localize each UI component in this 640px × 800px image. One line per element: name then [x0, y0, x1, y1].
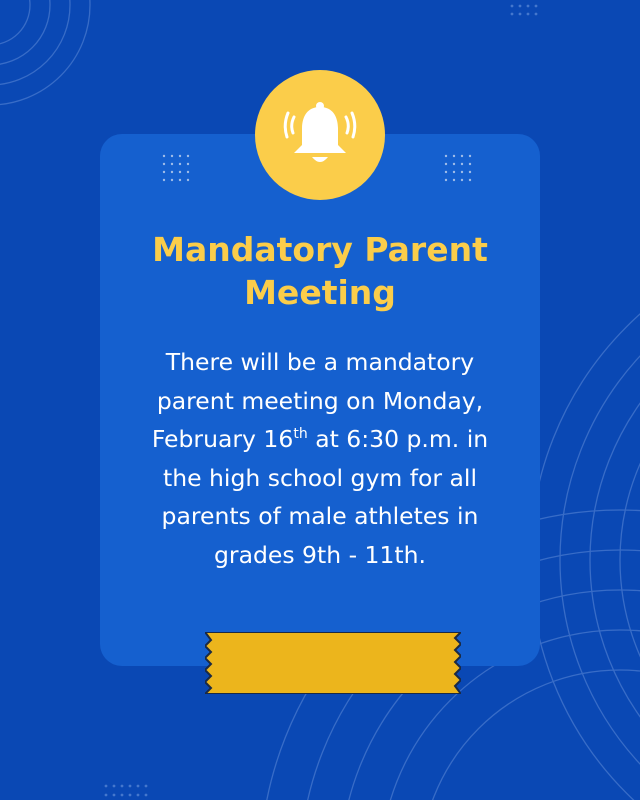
- body-line-6: grades 9th - 11th.: [213, 540, 427, 569]
- body-line-4: the high school gym for all: [163, 463, 477, 492]
- body-line-2: parent meeting on Monday,: [156, 386, 484, 415]
- body-line-5: parents of male athletes in: [161, 502, 479, 530]
- announcement-text: [105, 343, 535, 574]
- body-line-1: There will be a mandatory: [165, 348, 475, 376]
- bell-badge: [255, 70, 385, 200]
- page-title: Mandatory Parent Meeting: [152, 230, 488, 312]
- dot-grid-right: [444, 154, 478, 188]
- date-ordinal-suffix: th: [293, 426, 308, 442]
- bell-ringing-icon: [280, 95, 360, 175]
- body-line-3-time: at 6:30 p.m. in: [307, 425, 489, 453]
- body-line-3-date: February 16: [151, 425, 294, 453]
- dot-grid-left: [162, 154, 196, 188]
- tape-strip: [205, 632, 461, 694]
